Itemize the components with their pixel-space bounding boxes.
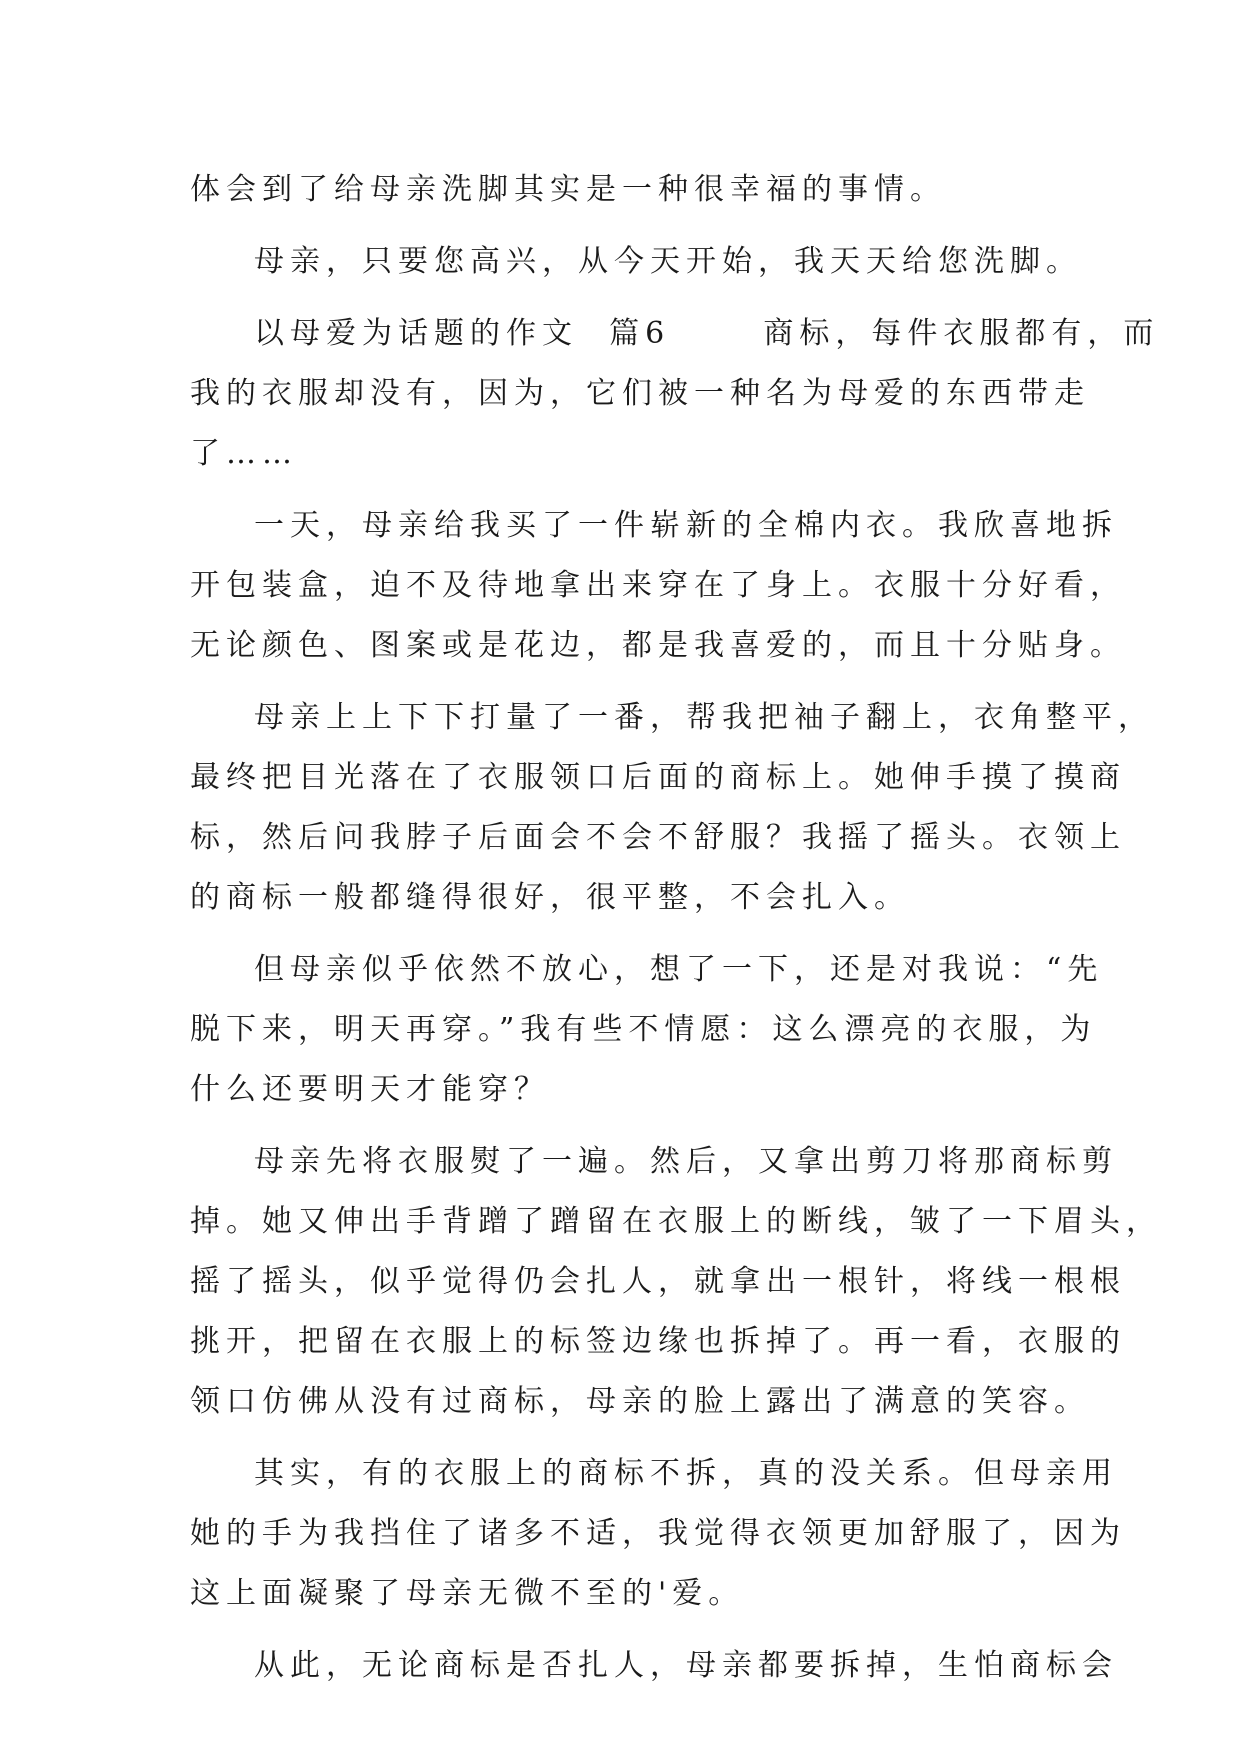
text-line: 脱下来，明天再穿。”我有些不情愿：这么漂亮的衣服，为 [190,1012,1097,1047]
text-line: 其实，有的衣服上的商标不拆，真的没关系。但母亲用 [254,1456,1118,1491]
paragraph-gap [190,220,1070,232]
text-line: 但母亲似乎依然不放心，想了一下，还是对我说：“先 [254,952,1104,987]
text-line: 我的衣服却没有，因为，它们被一种名为母爱的东西带走 [190,376,1090,411]
text-line: 标，然后问我脖子后面会不会不舒服？我摇了摇头。衣领上 [190,820,1126,855]
text-line: 她的手为我挡住了诸多不适，我觉得衣领更加舒服了，因为 [190,1516,1126,1551]
text-line: 一天，母亲给我买了一件崭新的全棉内衣。我欣喜地拆 [254,508,1118,543]
text-line: 母亲先将衣服熨了一遍。然后，又拿出剪刀将那商标剪 [254,1144,1118,1179]
text-line: 了…… [190,436,298,471]
text-line: 从此，无论商标是否扎人，母亲都要拆掉，生怕商标会 [254,1648,1118,1683]
paragraph-gap [190,928,1070,940]
text-line: 最终把目光落在了衣服领口后面的商标上。她伸手摸了摸商 [190,760,1126,795]
text-line: 的商标一般都缝得很好，很平整，不会扎入。 [190,880,910,915]
text-line: 母亲，只要您高兴，从今天开始，我天天给您洗脚。 [254,244,1082,279]
text-line: 领口仿佛从没有过商标，母亲的脸上露出了满意的笑容。 [190,1384,1090,1419]
text-line: 无论颜色、图案或是花边，都是我喜爱的，而且十分贴身。 [190,628,1126,663]
text-line: 摇了摇头，似乎觉得仍会扎人，就拿出一根针，将线一根根 [190,1264,1126,1299]
text-line: 体会到了给母亲洗脚其实是一种很幸福的事情。 [190,172,946,207]
paragraph-gap [190,1432,1070,1444]
text-line: 掉。她又伸出手背蹭了蹭留在衣服上的断线，皱了一下眉头， [190,1204,1162,1239]
text-line: 以母爱为话题的作文 篇6 商标，每件衣服都有，而 [254,316,1160,351]
paragraph-gap [190,676,1070,688]
paragraph-gap [190,1624,1070,1636]
essay-body [190,160,1162,1696]
text-line: 这上面凝聚了母亲无微不至的'爱。 [190,1576,745,1611]
text-line: 挑开，把留在衣服上的标签边缘也拆掉了。再一看，衣服的 [190,1324,1126,1359]
paragraph-gap [190,292,1070,304]
paragraph-gap [190,484,1070,496]
paragraph-gap [190,1120,1070,1132]
text-line: 母亲上上下下打量了一番，帮我把袖子翻上，衣角整平， [254,700,1154,735]
text-line: 什么还要明天才能穿？ [190,1072,550,1107]
text-line: 开包装盒，迫不及待地拿出来穿在了身上。衣服十分好看， [190,568,1126,603]
